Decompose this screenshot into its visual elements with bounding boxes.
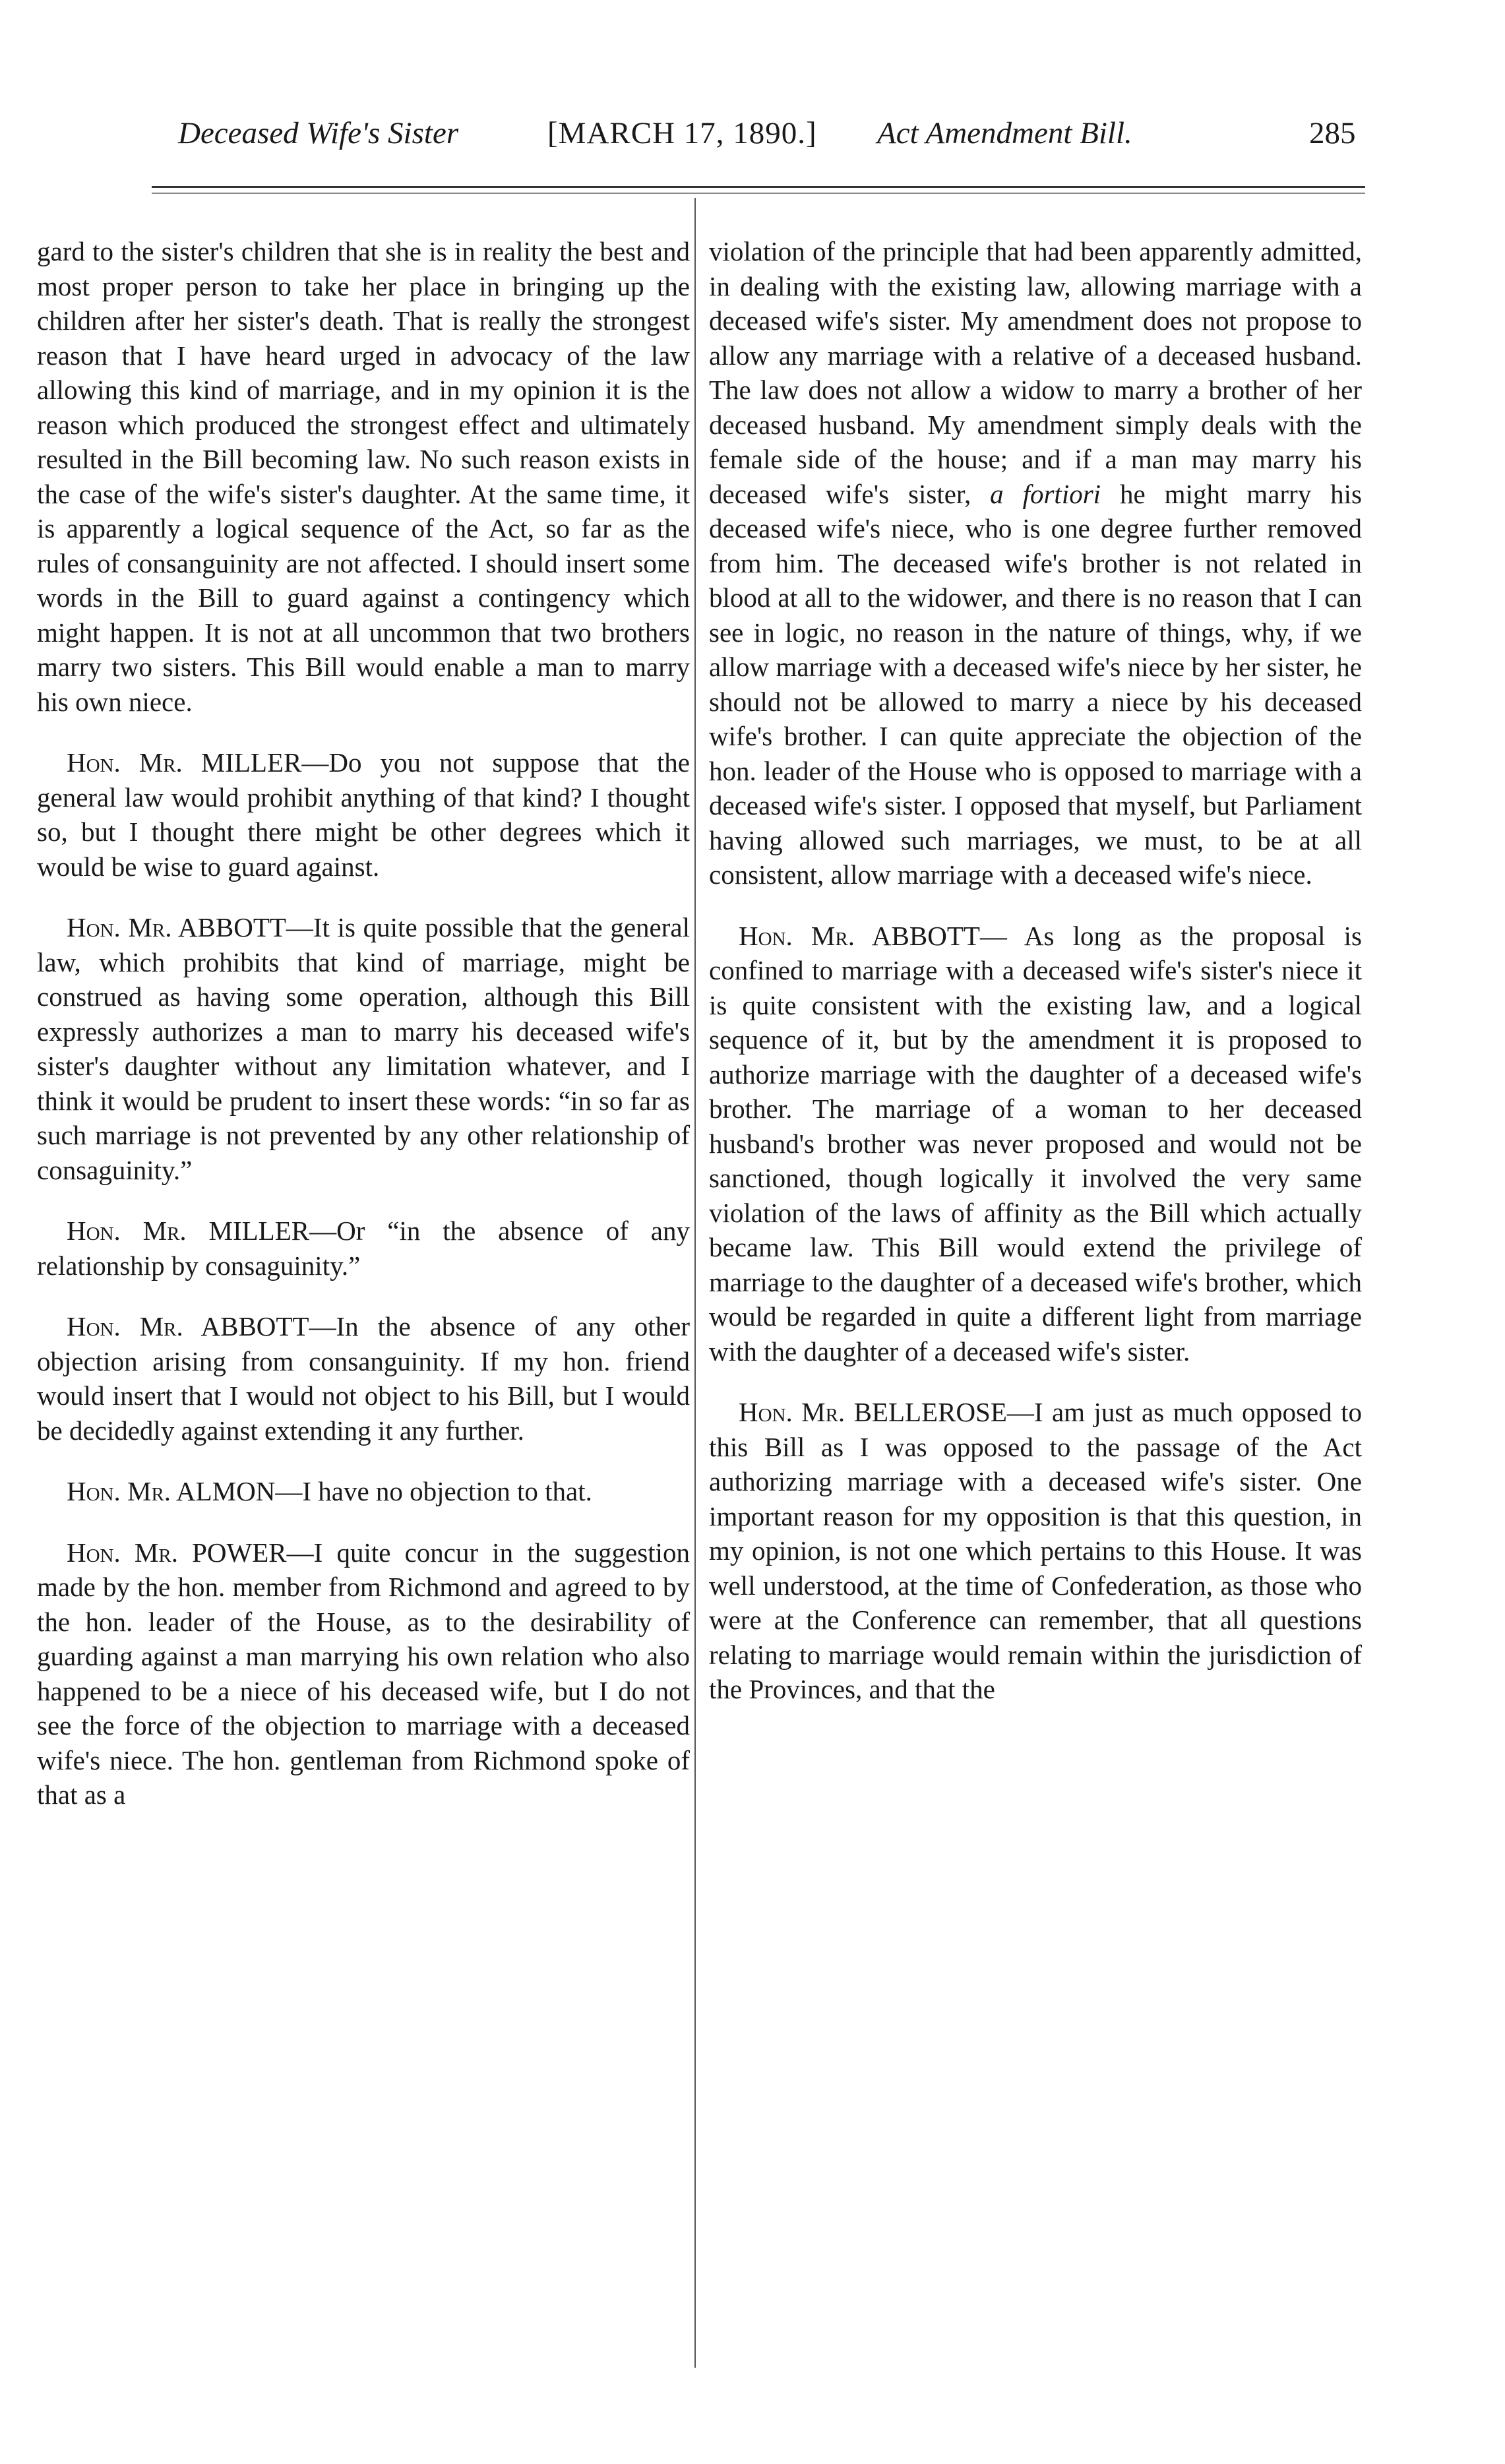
speech-text: —I am just as much opposed to this Bill as I was opposed to the passage of the Act authorizing marriage with a deceased wife's sister. One important reason for my opposition is that this question, in my opinion, is not one which pertains to this House. It was well understood, at the time of Confederation, as those who were at the Conference can remember, that all questions relating to marriage would remain within the jurisdiction of the Provinces, and that the bbox=[709, 1397, 1362, 1704]
speech-paragraph bbox=[37, 745, 690, 884]
speaker-name: Hon. Mr. ABBOTT bbox=[67, 1311, 309, 1341]
speaker-name: Hon. Mr. ALMON bbox=[67, 1476, 276, 1506]
header-left-title: Deceased Wife's Sister bbox=[178, 116, 459, 150]
header-date: [MARCH 17, 1890.] bbox=[547, 116, 817, 150]
column-divider bbox=[694, 198, 696, 2368]
speech-paragraph bbox=[37, 1535, 690, 1812]
paragraph: gard to the sister's children that she is in reality the best and most proper person to take her place in bringing up the children after her sister's death. That is really the strongest reason that I have heard urged in advocacy of the law allowing this kind of marriage, and in my opinion it is the reason which produced the strongest effect and ultimately resulted in the Bill becoming law. No such reason exists in the case of the wife's sister's daughter. At the same time, it is apparently a logical sequence of the Act, so far as the rules of consanguinity are not affected. I should insert some words in the Bill to guard against a contingency which might happen. It is not at all uncommon that two brothers marry two sisters. This Bill would enable a man to marry his own niece. bbox=[37, 236, 690, 717]
italic-phrase: a fortiori bbox=[990, 478, 1101, 509]
speaker-name: Hon. Mr. MILLER bbox=[67, 1216, 310, 1246]
speech-text: —Or “in the absence of any relationship by consaguinity.” bbox=[37, 1216, 690, 1281]
speech-paragraph bbox=[37, 1309, 690, 1448]
paragraph bbox=[709, 234, 1362, 892]
header-rule-secondary bbox=[152, 193, 1365, 194]
speech-text: —In the absence of any other objection arising from consanguinity. If my hon. friend would insert that I would not object to his Bill, but I would be decidedly against extending it any further. bbox=[37, 1311, 690, 1446]
speech-paragraph bbox=[37, 1214, 690, 1283]
speaker-name: Hon. Mr. ABBOTT bbox=[739, 920, 980, 951]
page-number: 285 bbox=[1309, 116, 1356, 150]
speech-paragraph bbox=[37, 910, 690, 1187]
speaker-name: Hon. Mr. POWER bbox=[67, 1537, 287, 1568]
speaker-name: Hon. Mr. BELLEROSE bbox=[739, 1397, 1007, 1427]
right-column bbox=[709, 234, 1362, 1707]
speech-paragraph bbox=[709, 919, 1362, 1369]
speech-text: —Do you not suppose that the general law would prohibit anything of that kind? I thought so, but I thought there might be other degrees which it would be wise to guard against. bbox=[37, 747, 690, 882]
left-column bbox=[37, 234, 690, 1812]
header-right-title: Act Amendment Bill. bbox=[877, 116, 1132, 150]
speaker-name: Hon. Mr. MILLER bbox=[67, 747, 302, 778]
speech-text: —I have no objection to that. bbox=[275, 1476, 592, 1506]
running-header bbox=[178, 115, 1365, 175]
paragraph-text: he might marry his deceased wife's niece, who is one degree further removed from him. The deceased wife's brother is not related in blood at all to the widower, and there is no reason that I can see in logic, no reason in the nature of things, why, if we allow marriage with a deceased wife's niece by her sister, he should not be allowed to marry a niece by his deceased wife's brother. I can quite appreciate the objection of the hon. leader of the House who is opposed to marriage with a deceased wife's sister. I opposed that myself, but Parliament having allowed such marriages, we must, to be at all consistent, allow marriage with a deceased wife's niece. bbox=[709, 478, 1362, 890]
header-rule bbox=[152, 186, 1365, 188]
speech-text: —I quite concur in the suggestion made by the hon. member from Richmond and agreed to by the hon. leader of the House, as to the desirability of guarding against a man marrying his own relation who also happened to be a niece of his deceased wife, but I do not see the force of the objection to marriage with a deceased wife's niece. The hon. gentleman from Richmond spoke of that as a bbox=[37, 1537, 690, 1810]
speech-text: — As long as the proposal is confined to marriage with a deceased wife's sister's niece it is quite consistent with the existing law, and a logical sequence of it, but by the amendment it is proposed to authorize marriage with the daughter of a deceased wife's brother. The marriage of a woman to her deceased husband's brother was never proposed and would not be sanctioned, though logically it involved the very same violation of the laws of affinity as the Bill which actually became law. This Bill would extend the privilege of marriage to the daughter of a deceased wife's brother, which would be regarded in quite a different light from marriage with the daughter of a deceased wife's sister. bbox=[709, 920, 1362, 1367]
paragraph-text: violation of the principle that had been apparently admitted, in dealing with the existing law, allowing marriage with a deceased wife's sister. My amendment does not propose to allow any marriage with a relative of a deceased husband. The law does not allow a widow to marry a brother of her deceased husband. My amendment simply deals with the female side of the house; and if a man may marry his deceased wife's sister, bbox=[709, 236, 1362, 509]
speech-paragraph bbox=[709, 1395, 1362, 1707]
speech-paragraph bbox=[37, 1474, 690, 1509]
speech-text: —It is quite possible that the general law, which prohibits that kind of marriage, might be construed as having some operation, although this Bill expressly authorizes a man to marry his deceased wife's sister's daughter without any limitation whatever, and I think it would be prudent to insert these words: “in so far as such marriage is not prevented by any other relationship of consaguinity.” bbox=[37, 912, 690, 1185]
speaker-name: Hon. Mr. ABBOTT bbox=[67, 912, 286, 942]
